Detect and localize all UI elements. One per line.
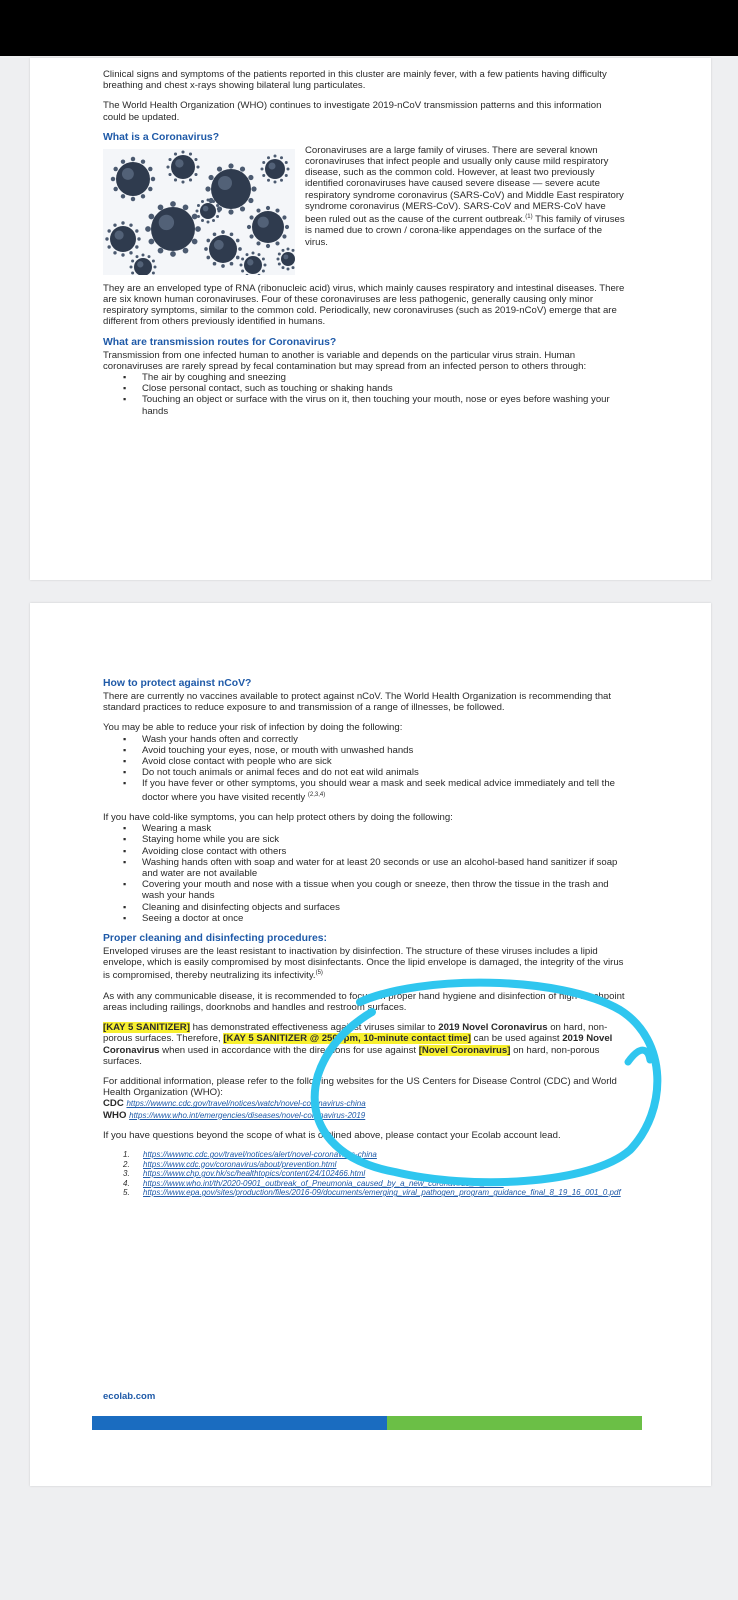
footer-bar-blue xyxy=(92,1416,387,1430)
reference-item xyxy=(123,1179,625,1189)
reference-number: 4. xyxy=(123,1178,130,1188)
cold-list xyxy=(123,823,625,924)
virus-particle xyxy=(204,230,242,268)
coronavirus-description xyxy=(305,145,625,275)
cleaning-heading: Proper cleaning and disinfecting procedures: xyxy=(103,933,328,945)
list-item: ▪ Cleaning and disinfecting objects and surfaces xyxy=(123,902,625,913)
who-link-row xyxy=(103,1110,625,1121)
document-page-2 xyxy=(30,603,711,1486)
reference-item xyxy=(123,1150,625,1160)
list-item: ▪ Covering your mouth and nose with a tissue when you cough or sneeze, then throw the tissue in the trash and wash your hands xyxy=(123,879,625,901)
virus-name: 2019 Novel Coronavirus xyxy=(103,1033,613,1056)
page-2-content xyxy=(103,678,625,1198)
list-item: ▪ Touching an object or surface with the virus on it, then touching your mouth, nose or eyes before washing your hands xyxy=(123,394,625,416)
list-item: ▪ Washing hands often with soap and water for at least 20 seconds or use an alcohol-based hand sanitizer if soap and water are not available xyxy=(123,857,625,879)
product-highlight: [KAY 5 SANITIZER] xyxy=(103,1022,190,1034)
reference-link[interactable]: https://www.cdc.gov/coronavirus/about/prevention.html xyxy=(143,1159,337,1169)
rna-paragraph: They are an enveloped type of RNA (ribonucleic acid) virus, which mainly causes respiratory and intestinal diseases. There are six known human coronaviruses. Four of these coronaviruses are less pathogenic, generally causing only minor respiratory symptoms, similar to the common cold. Periodically, new coronaviruses (such as 2019-nCoV) emerge that are different from others previously identified in humans. xyxy=(103,282,625,328)
list-item: ▪ Wearing a mask xyxy=(123,823,625,834)
info-paragraph: For additional information, please refer to the following websites for the US Centers for Disease Control (CDC) and World Health Organization (WHO): xyxy=(103,1076,617,1099)
cdc-link-row xyxy=(103,1098,625,1109)
protect-heading: How to protect against nCoV? xyxy=(103,678,252,689)
list-item: ▪ Do not touch animals or animal feces and do not eat wild animals xyxy=(123,767,625,778)
reference-number: 5. xyxy=(123,1188,130,1198)
coronavirus-intro xyxy=(103,145,625,275)
virus-highlight: [Novel Coronavirus] xyxy=(418,1044,511,1056)
cdc-label: CDC xyxy=(103,1098,124,1110)
cold-intro: If you have cold-like symptoms, you can help protect others by doing the following: xyxy=(103,812,453,824)
kay-text: can be used against xyxy=(471,1033,563,1045)
list-item: ▪ Staying home while you are sick xyxy=(123,834,625,845)
transmission-intro: Transmission from one infected human to another is variable and depends on the particular virus strain. Human coronaviruses are rarely spread by fecal contamination but may spread from an infected person to others through: xyxy=(103,349,587,372)
hygiene-paragraph: As with any communicable disease, it is recommended to focus on proper hand hygiene and disinfection of high-touchpoint areas including railings, doorknobs and handles and restroom surfaces. xyxy=(103,990,625,1014)
page-1-content xyxy=(103,69,625,426)
cdc-link[interactable]: https://wwwnc.cdc.gov/travel/notices/watch/novel-coronavirus-china xyxy=(126,1099,366,1109)
reference-item xyxy=(123,1188,625,1198)
status-bar xyxy=(0,0,738,56)
transmission-list xyxy=(123,372,625,417)
virus-particle xyxy=(277,247,296,270)
symptoms-paragraph: Clinical signs and symptoms of the patients reported in this cluster are mainly fever, with a few patients having difficulty breathing and chest x-rays showing bilateral lung particulates. xyxy=(103,69,607,92)
kay-text: on hard, non-porous surfaces. xyxy=(103,1044,600,1067)
reference-link[interactable]: https://www.chp.gov.hk/sc/healthtopics/content/24/102466.html xyxy=(143,1169,366,1179)
virus-name: 2019 Novel Coronavirus xyxy=(438,1022,548,1034)
footer-bar-green xyxy=(387,1416,642,1430)
list-item: ▪ The air by coughing and sneezing xyxy=(123,372,625,383)
reference-link[interactable]: https://wwwnc.cdc.gov/travel/notices/alert/novel-coronavirus-china xyxy=(143,1150,377,1160)
cleaning-paragraph xyxy=(103,946,625,982)
virus-particle xyxy=(130,253,157,275)
who-paragraph: The World Health Organization (WHO) continues to investigate 2019-nCoV transmission patterns and this information could be updated. xyxy=(103,100,602,123)
coronavirus-desc-end: This family of viruses is named due to crown / corona-like appendages on the surface of the virus. xyxy=(305,214,625,248)
protect-intro: There are currently no vaccines available to protect against nCoV. The World Health Organization is recommending that standard practices to reduce exposure to and transmission of a range of illnesses, be followed. xyxy=(103,691,612,714)
list-item: ▪ Avoid touching your eyes, nose, or mouth with unwashed hands xyxy=(123,745,625,756)
reduce-list xyxy=(123,734,625,803)
kay-text: when used in accordance with the directions for use against xyxy=(159,1044,419,1056)
who-label: WHO xyxy=(103,1109,127,1121)
reference-link[interactable]: https://www.who.int/th/2020-0901_outbreak_of_Pneumonia_caused_by_a_new_coronavirus_in_C/en/ xyxy=(143,1178,504,1188)
list-item: ▪ Avoid close contact with people who are sick xyxy=(123,756,625,767)
virus-particle xyxy=(111,157,155,201)
cleaning-text: Enveloped viruses are the least resistant to inactivation by disinfection. The structure of these viruses includes a lipid envelope, which is easily compromised by most disinfectants. Once the lipid envelope is damaged, the integrity of the virus is compromised, thereby neutralizing its infectivity. xyxy=(103,946,624,982)
reference-item xyxy=(123,1160,625,1170)
document-page-1 xyxy=(30,58,711,580)
coronavirus-desc-text: Coronaviruses are a large family of viruses. There are several known coronaviruses that infect people and usually only cause mild respiratory disease, such as the common cold. However, at least two previously identified coronaviruses have caused severe disease — severe acute respiratory syndrome coronavirus (SARS-CoV) and Middle East respiratory syndrome coronavirus (MERS-CoV). SARS-CoV and MERS-CoV have been ruled out as the cause of the current outbreak. xyxy=(305,144,624,226)
footer-color-bar xyxy=(92,1416,642,1430)
virus-particle xyxy=(240,251,267,275)
coronavirus-heading: What is a Coronavirus? xyxy=(103,131,220,143)
list-item: ▪ Avoiding close contact with others xyxy=(123,846,625,857)
virus-particle xyxy=(247,206,289,248)
transmission-heading: What are transmission routes for Coronavirus? xyxy=(103,336,337,348)
virus-particle xyxy=(145,201,201,257)
coronavirus-image xyxy=(103,149,295,275)
reference-number: 1. xyxy=(123,1150,130,1160)
kay-text: on hard, non-porous surfaces. Therefore, xyxy=(103,1022,608,1045)
who-link[interactable]: https://www.who.int/emergencies/diseases/novel-coronavirus-2019 xyxy=(129,1110,366,1120)
list-item-text: If you have fever or other symptoms, you should wear a mask and seek medical advice immediately and tell the doctor where you have visited recently xyxy=(142,778,615,803)
list-item: ▪ Seeing a doctor at once xyxy=(123,913,625,924)
reduce-intro: You may be able to reduce your risk of infection by doing the following: xyxy=(103,722,403,734)
virus-particle xyxy=(261,154,290,183)
list-item: ▪ Wash your hands often and correctly xyxy=(123,734,625,745)
questions-paragraph: If you have questions beyond the scope of what is outlined above, please contact your Ecolab account lead. xyxy=(103,1129,561,1141)
virus-particle xyxy=(166,150,199,183)
virus-particle xyxy=(105,221,140,256)
cleaning-ref: (5) xyxy=(315,970,323,977)
references-list xyxy=(123,1150,625,1198)
reference-item xyxy=(123,1169,625,1179)
reduce-ref: (2,3,4) xyxy=(307,791,326,798)
reference-link[interactable]: https://www.epa.gov/sites/production/files/2016-09/documents/emerging_viral_pathogen_program_guidance_final_8_19_16_001_0.pdf xyxy=(143,1188,621,1198)
dosage-highlight: [KAY 5 SANITIZER @ 250ppm, 10-minute contact time] xyxy=(223,1033,471,1045)
footer-website[interactable]: ecolab.com xyxy=(103,1391,156,1402)
kay-text: has demonstrated effectiveness against viruses similar to xyxy=(189,1022,439,1034)
reference-number: 2. xyxy=(123,1159,130,1169)
kay-paragraph xyxy=(103,1022,625,1067)
reference-number: 3. xyxy=(123,1169,130,1179)
list-item xyxy=(123,778,625,803)
coronavirus-ref: (1) xyxy=(525,214,533,221)
list-item: ▪ Close personal contact, such as touching or shaking hands xyxy=(123,383,625,394)
